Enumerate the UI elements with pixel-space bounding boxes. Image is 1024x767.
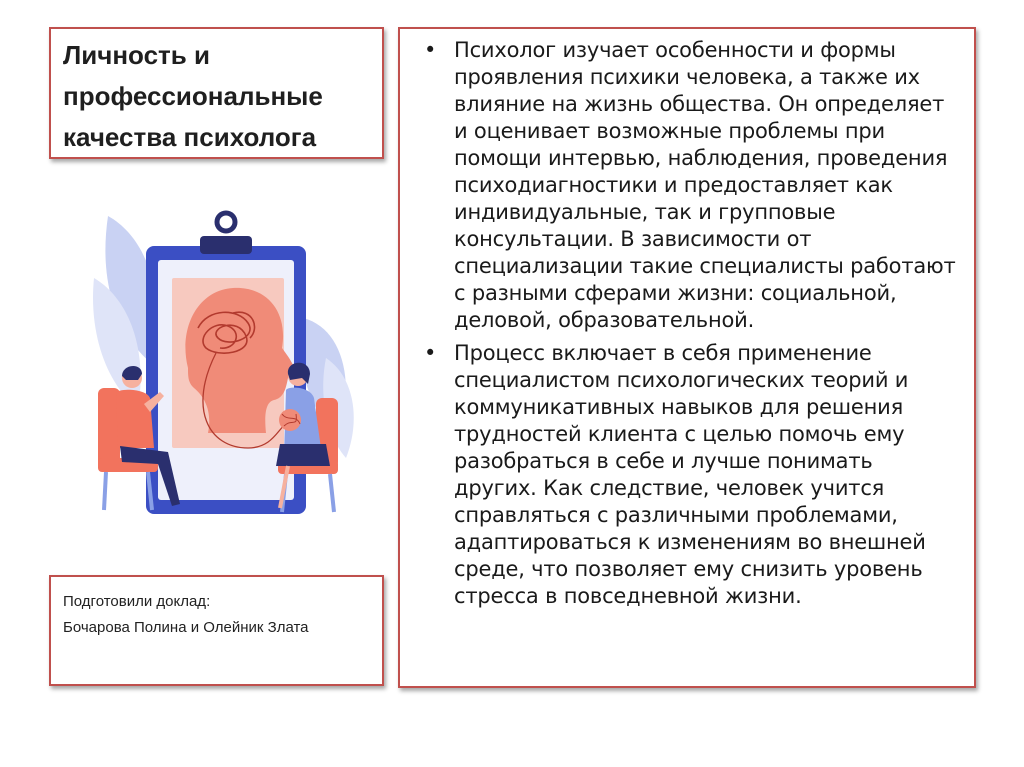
credits-box (49, 575, 384, 686)
slide-title: Личность и профессиональные качества психолога (63, 40, 323, 152)
bullet-dot-icon: • (424, 38, 437, 62)
title-box (49, 27, 384, 159)
psychologist-session-illustration (88, 208, 358, 520)
credits-heading: Подготовили доклад: (63, 593, 211, 610)
credits-authors: Бочарова Полина и Олейник Злата (63, 619, 309, 636)
bullet-item (420, 340, 956, 610)
psychologist-body (116, 390, 154, 448)
content-box (398, 27, 976, 688)
client-skirt (276, 444, 330, 466)
bullet-dot-icon: • (424, 341, 437, 365)
clipboard-clip-ring (217, 213, 235, 231)
bullet-text: Психолог изучает особенности и формы проявления психики человека, а также их влияние на жизнь общества. Он определяет и оценивает возможные проблемы при помощи интервью, наблюдения, проведения психодиагностики и предоставляет как индивидуальные, так и групповые консультации. В зависимости от специализации такие специалисты работают с разными сферами жизни: социальной, деловой, образовательной. (454, 38, 956, 332)
bullet-item (420, 37, 956, 334)
clipboard-clip (200, 236, 252, 254)
bullet-text: Процесс включает в себя применение специалистом психологических теорий и коммуникативных навыков для решения трудностей клиента с целью помочь ему разобраться в себе и лучше понимать других. Как следствие, человек учится справляться с различными проблемами, адаптироваться к изменениям во внешней среде, что позволяет ему снизить уровень стресса в повседневной жизни. (454, 341, 926, 608)
bullet-list (420, 37, 956, 610)
